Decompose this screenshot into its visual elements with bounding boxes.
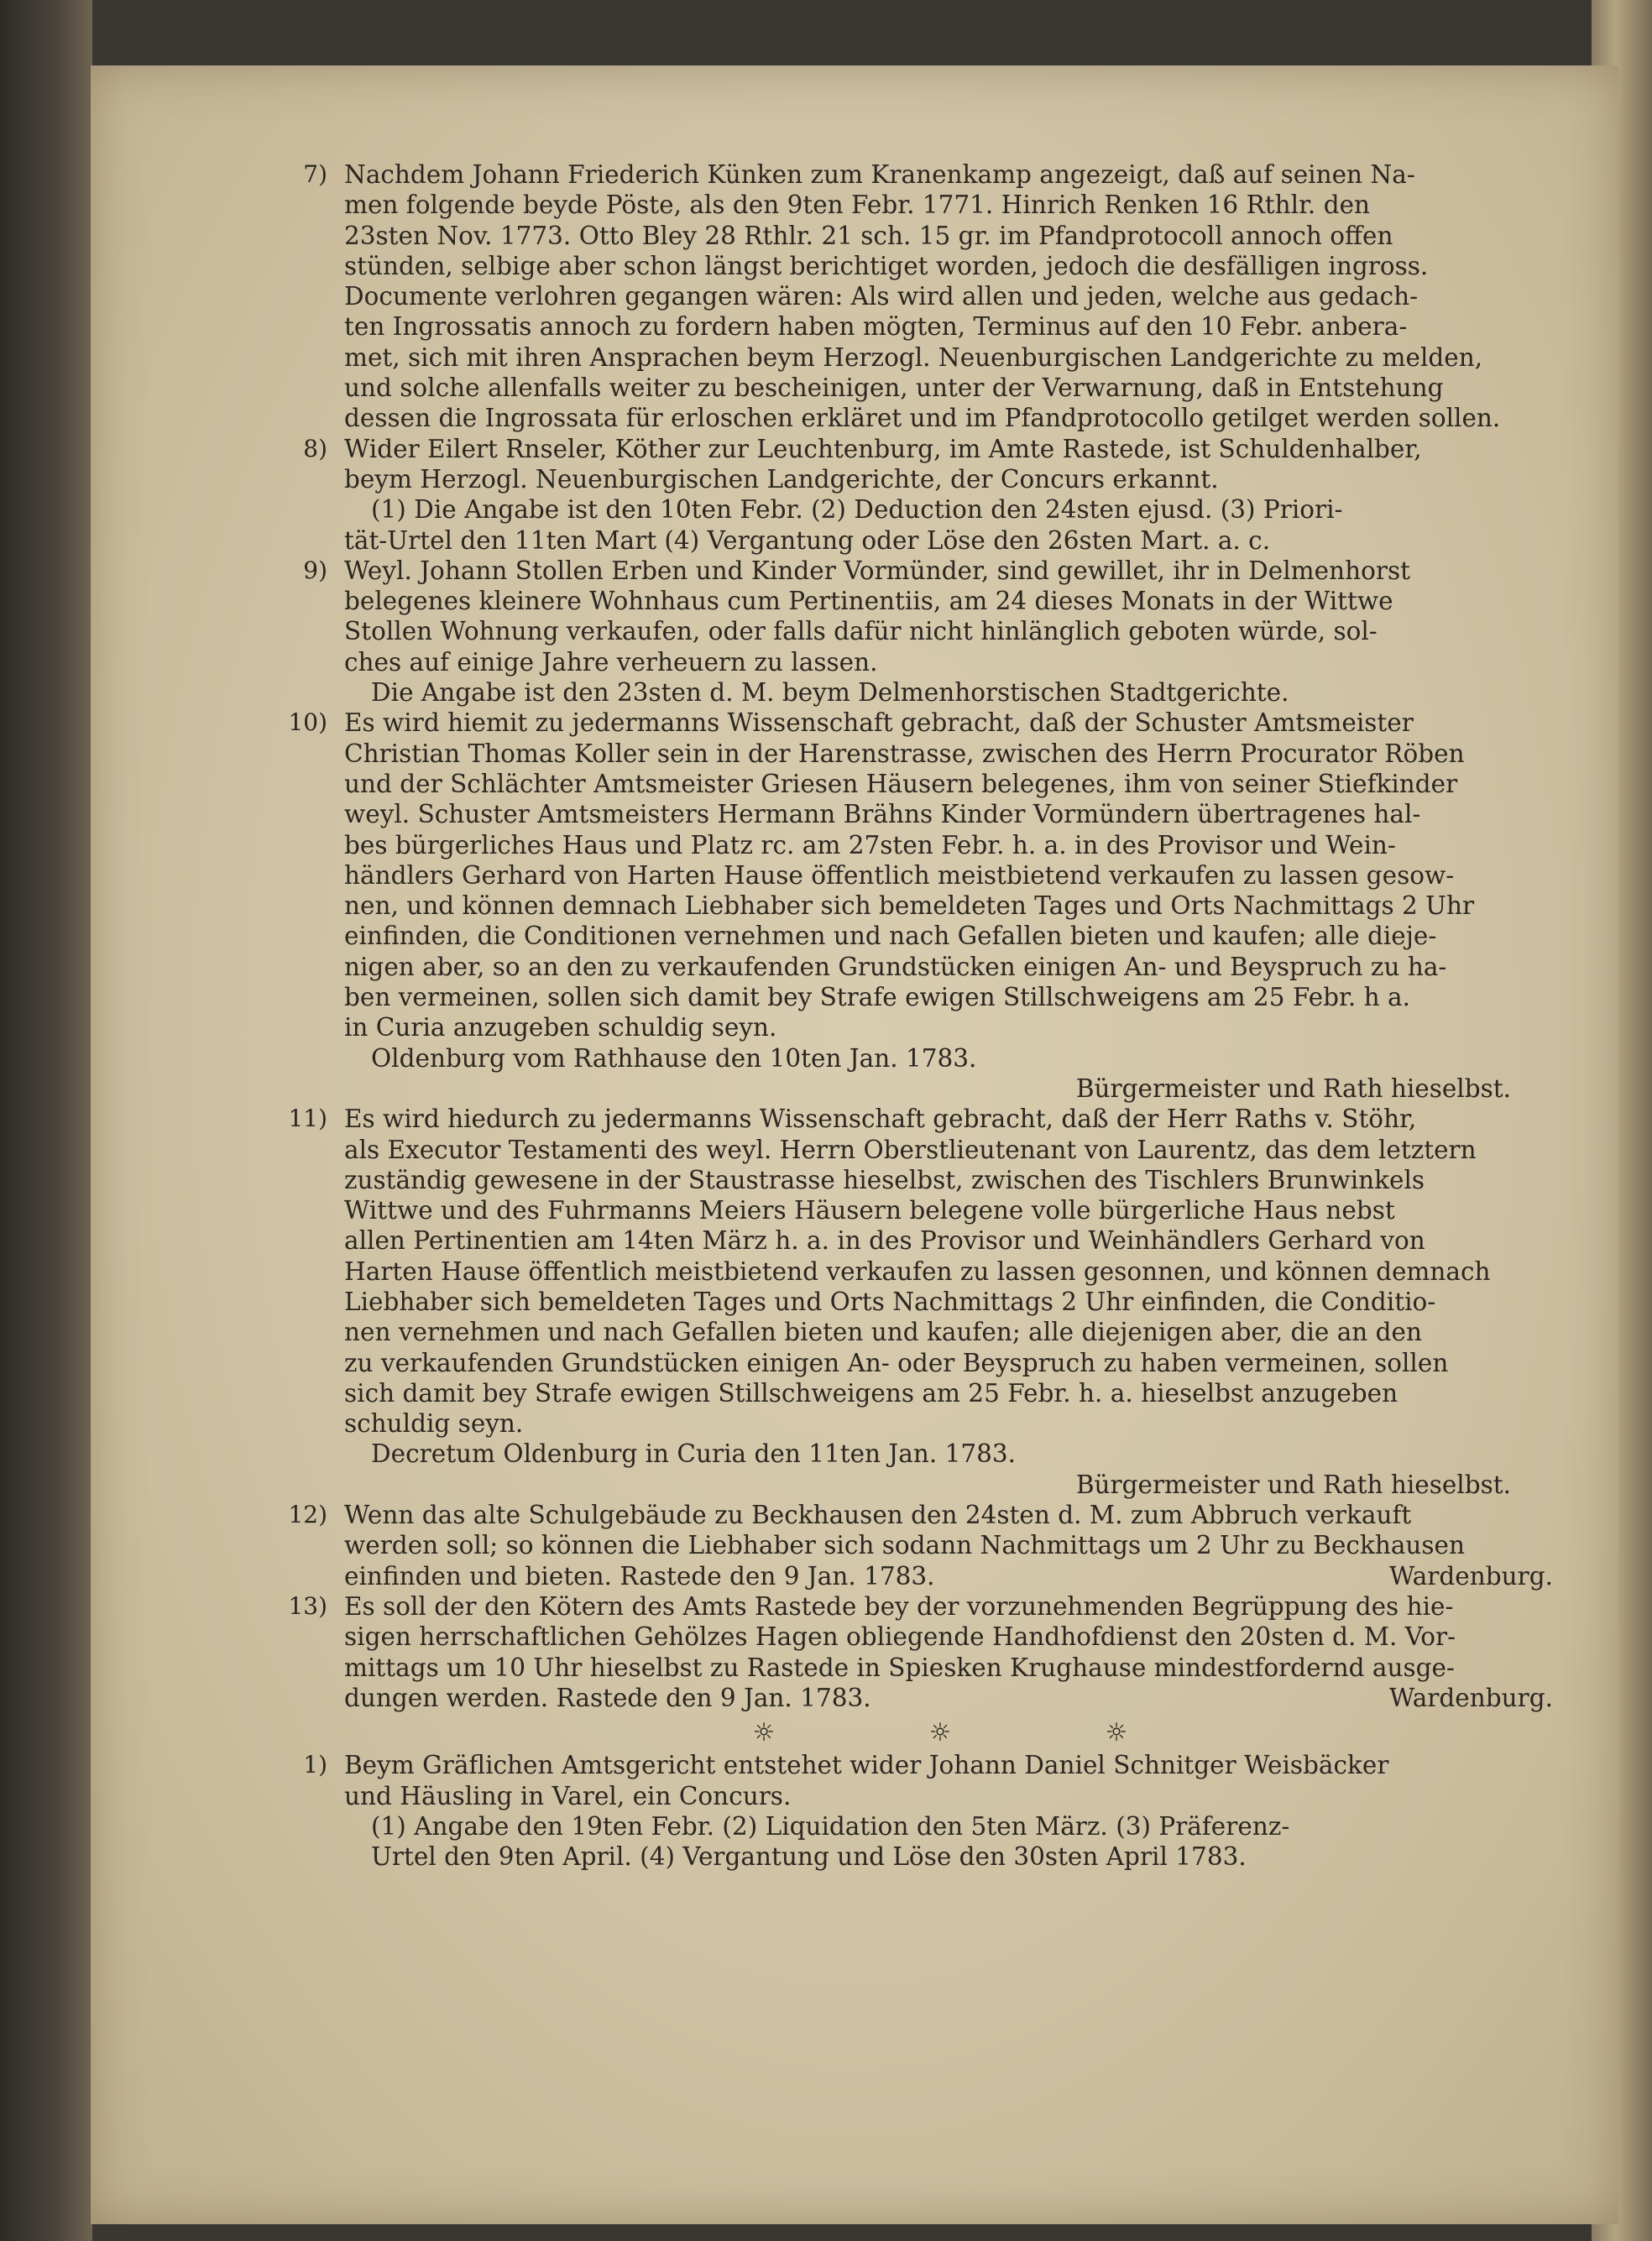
text-line: werden soll; so können die Liebhaber sich sodann Nachmittags um 2 Uhr zu Beckhausen xyxy=(344,1531,1466,1560)
text-line: mittags um 10 Uhr hieselbst zu Rastede in Spiesken Krughause mindestfordernd ausge- xyxy=(344,1653,1455,1682)
text-line: Harten Hause öffentlich meistbietend verkaufen zu lassen gesonnen, und können demnach xyxy=(344,1256,1491,1286)
text-line: allen Pertinentien am 14ten März h. a. in des Provisor und Weinhändlers Gerhard von xyxy=(344,1226,1425,1256)
text-line: sich damit bey Strafe ewigen Stillschweigens am 25 Febr. h. a. hieselbst anzugeben xyxy=(344,1378,1398,1408)
closing-line xyxy=(344,1683,1587,1713)
text-line: Wenn das alte Schulgebäude zu Beckhausen den 24sten d. M. zum Abbruch verkauft xyxy=(344,1501,1412,1530)
text-line: Es soll der den Kötern des Amts Rastede bey der vorzunehmenden Begrüppung des hie- xyxy=(344,1591,1454,1621)
text-line: dessen die Ingrossata für erloschen erkläret und im Pfandprotocollo getilget werden sollen. xyxy=(344,404,1501,433)
scan-background-left xyxy=(0,0,92,2241)
notice-entry-final-1 xyxy=(303,1750,1587,1872)
text-line: Stollen Wohnung verkaufen, oder falls dafür nicht hinlänglich geboten würde, sol- xyxy=(344,617,1378,646)
text-line: Christian Thomas Koller sein in der Harenstrasse, zwischen des Herrn Procurator Röben xyxy=(344,739,1465,768)
signature: Bürgermeister und Rath hieselbst. xyxy=(1075,1470,1511,1499)
text-line: stünden, selbige aber schon längst berichtiget worden, jedoch die desfälligen ingross. xyxy=(344,251,1429,280)
notice-entry-10 xyxy=(288,708,1587,1104)
notice-entry-12 xyxy=(288,1500,1587,1591)
notice-entry-9 xyxy=(303,556,1587,708)
schedule-line: (1) Angabe den 19ten Febr. (2) Liquidation den 5ten März. (3) Präferenz- xyxy=(371,1812,1290,1841)
text-line: und solche allenfalls weiter zu bescheinigen, unter der Verwarnung, daß in Entstehung xyxy=(344,374,1444,403)
signature: Wardenburg. xyxy=(1388,1561,1553,1591)
sun-ornament-icon: ☼ xyxy=(928,1718,952,1748)
text-line: schuldig seyn. xyxy=(344,1409,524,1439)
text-line: beym Herzogl. Neuenburgischen Landgerichte, der Concurs erkannt. xyxy=(344,464,1219,494)
signature: Bürgermeister und Rath hieselbst. xyxy=(1075,1073,1511,1103)
text-line: Weyl. Johann Stollen Erben und Kinder Vormünder, sind gewillet, ihr in Delmenhorst xyxy=(344,556,1410,585)
entry-number: 10) xyxy=(288,708,327,737)
entry-number: 12) xyxy=(288,1501,327,1529)
text-line: Liebhaber sich bemeldeten Tages und Orts Nachmittags 2 Uhr einfinden, die Conditio- xyxy=(344,1287,1436,1316)
schedule-line: tät-Urtel den 11ten Mart (4) Vergantung oder Löse den 26sten Mart. a. c. xyxy=(344,525,1271,555)
text-line: ben vermeinen, sollen sich damit bey Strafe ewigen Stillschweigens am 25 Febr. h a. xyxy=(344,983,1410,1012)
entry-number: 9) xyxy=(303,556,327,584)
closing-text: einfinden und bieten. Rastede den 9 Jan. 1783. xyxy=(344,1561,935,1591)
text-line: Documente verlohren gegangen wären: Als wird allen und jeden, welche aus gedach- xyxy=(344,282,1419,311)
text-line: weyl. Schuster Amtsmeisters Hermann Brähns Kinder Vormündern übertragenes hal- xyxy=(344,800,1421,829)
entry-number: 11) xyxy=(288,1105,327,1133)
text-line: met, sich mit ihren Ansprachen beym Herzogl. Neuenburgischen Landgerichte zu melden, xyxy=(344,342,1483,372)
text-line: und Häusling in Varel, ein Concurs. xyxy=(344,1781,792,1810)
entry-number: 8) xyxy=(303,434,327,462)
text-line: Nachdem Johann Friederich Künken zum Kranenkamp angezeigt, daß auf seinen Na- xyxy=(344,160,1415,189)
text-line: händlers Gerhard von Harten Hause öffentlich meistbietend verkaufen zu lassen gesow- xyxy=(344,860,1455,890)
text-line: belegenes kleinere Wohnhaus cum Pertinentiis, am 24 dieses Monats in der Wittwe xyxy=(344,587,1393,616)
entry-number: 7) xyxy=(303,160,327,188)
text-line: nen vernehmen und nach Gefallen bieten und kaufen; alle diejenigen aber, die an den xyxy=(344,1318,1423,1347)
text-line: Wider Eilert Rnseler, Köther zur Leuchtenburg, im Amte Rastede, ist Schuldenhalber, xyxy=(344,434,1422,463)
text-line: nen, und können demnach Liebhaber sich bemeldeten Tages und Orts Nachmittags 2 Uhr xyxy=(344,891,1475,921)
text-line: men folgende beyde Pöste, als den 9ten Febr. 1771. Hinrich Renken 16 Rthlr. den xyxy=(344,191,1371,220)
closing-line xyxy=(344,1561,1587,1591)
text-line: und der Schlächter Amtsmeister Griesen Häusern belegenes, ihm von seiner Stiefkinder xyxy=(344,769,1458,798)
notice-entry-11 xyxy=(288,1104,1587,1500)
sun-ornament-icon: ☼ xyxy=(1105,1718,1128,1748)
notice-entry-8 xyxy=(303,434,1587,556)
text-line: in Curia anzugeben schuldig seyn. xyxy=(344,1013,777,1042)
text-line: 23sten Nov. 1773. Otto Bley 28 Rthlr. 21 sch. 15 gr. im Pfandprotocoll annoch offen xyxy=(344,221,1393,250)
text-line: nigen aber, so an den zu verkaufenden Grundstücken einigen An- und Beyspruch zu ha- xyxy=(344,952,1447,981)
notice-entry-13 xyxy=(288,1591,1587,1713)
text-line: als Executor Testamenti des weyl. Herrn Oberstlieutenant von Laurentz, das dem letztern xyxy=(344,1135,1477,1164)
text-line: ches auf einige Jahre verheuern zu lassen. xyxy=(344,647,878,676)
text-line: ten Ingrossatis annoch zu fordern haben mögten, Terminus auf den 10 Febr. anbera- xyxy=(344,312,1408,342)
text-line: Es wird hiemit zu jedermanns Wissenschaft gebracht, daß der Schuster Amtsmeister xyxy=(344,708,1414,738)
schedule-line: Urtel den 9ten April. (4) Vergantung und Löse den 30sten April 1783. xyxy=(371,1842,1247,1872)
text-line: zuständig gewesene in der Staustrasse hieselbst, zwischen des Tischlers Brunwinkels xyxy=(344,1165,1425,1194)
text-line: zu verkaufenden Grundstücken einigen An- oder Beyspruch zu haben vermeinen, sollen xyxy=(344,1348,1449,1377)
dateline: Oldenburg vom Rathhause den 10ten Jan. 1783. xyxy=(371,1043,977,1073)
text-line: Beym Gräflichen Amtsgericht entstehet wider Johann Daniel Schnitger Weisbäcker xyxy=(344,1751,1389,1780)
signature: Wardenburg. xyxy=(1388,1683,1553,1712)
text-line: Es wird hiedurch zu jedermanns Wissenschaft gebracht, daß der Herr Raths v. Stöhr, xyxy=(344,1105,1417,1134)
schedule-line: (1) Die Angabe ist den 10ten Febr. (2) Deduction den 24sten ejusd. (3) Priori- xyxy=(371,495,1343,525)
sun-ornament-icon: ☼ xyxy=(752,1718,776,1748)
entry-number: 1) xyxy=(303,1751,327,1779)
text-line: einfinden, die Conditionen vernehmen und nach Gefallen bieten und kaufen; alle dieje- xyxy=(344,922,1437,951)
text-line: sigen herrschaftlichen Gehölzes Hagen obliegende Handhofdienst den 20sten d. M. Vor- xyxy=(344,1622,1456,1652)
dateline: Decretum Oldenburg in Curia den 11ten Jan. 1783. xyxy=(371,1439,1017,1469)
entry-number: 13) xyxy=(288,1591,327,1620)
closing-text: dungen werden. Rastede den 9 Jan. 1783. xyxy=(344,1683,871,1712)
text-line: bes bürgerliches Haus und Platz rc. am 27sten Febr. h. a. in des Provisor und Wein- xyxy=(344,830,1396,859)
page-text xyxy=(288,159,1587,1873)
text-line: Wittwe und des Fuhrmanns Meiers Häusern belegene volle bürgerliche Haus nebst xyxy=(344,1196,1395,1225)
section-separator xyxy=(344,1718,1587,1748)
schedule-line: Die Angabe ist den 23sten d. M. beym Delmenhorstischen Stadtgerichte. xyxy=(371,678,1289,708)
notice-entry-7 xyxy=(303,159,1587,434)
